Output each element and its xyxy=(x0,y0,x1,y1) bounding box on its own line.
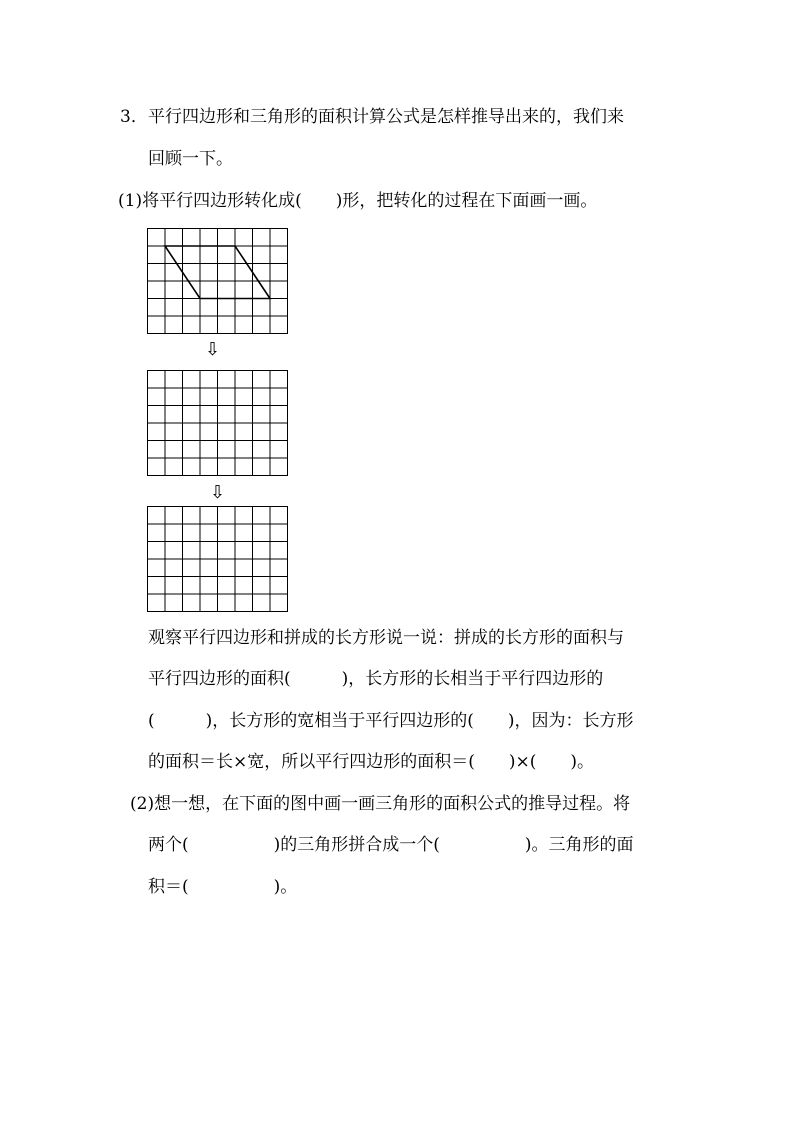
observe-line-4: 的面积＝长×宽，所以平行四边形的面积＝( )×( )。 xyxy=(148,752,595,772)
grid-parallelogram xyxy=(147,228,289,336)
part2-line-1: (2)想一想，在下面的图中画一画三角形的面积公式的推导过程。将 xyxy=(130,794,631,814)
part2-line-2: 两个( )的三角形拼合成一个( )。三角形的面 xyxy=(148,835,634,855)
question-text-line2: 回顾一下。 xyxy=(148,149,233,169)
down-arrow-icon: ⇩ xyxy=(210,482,226,503)
down-arrow-icon: ⇩ xyxy=(205,339,221,360)
grid-lines-2 xyxy=(148,371,288,476)
part2-line-3: 积＝( )。 xyxy=(148,877,298,897)
question-text-line1: 平行四边形和三角形的面积计算公式是怎样推导出来的，我们来 xyxy=(148,107,624,127)
question-number: 3． xyxy=(120,107,148,127)
observe-line-3: ( )，长方形的宽相当于平行四边形的( )，因为：长方形 xyxy=(148,711,634,731)
part1-instruction: (1)将平行四边形转化成( )形，把转化的过程在下面画一画。 xyxy=(118,191,598,211)
observe-line-2: 平行四边形的面积( )，长方形的长相当于平行四边形的 xyxy=(148,669,604,689)
grid-lines-1 xyxy=(148,229,288,334)
observe-line-1: 观察平行四边形和拼成的长方形说一说：拼成的长方形的面积与 xyxy=(148,628,624,648)
grid-empty-2 xyxy=(147,370,289,478)
grid-lines-3 xyxy=(148,507,288,612)
grid-empty-3 xyxy=(147,506,289,614)
